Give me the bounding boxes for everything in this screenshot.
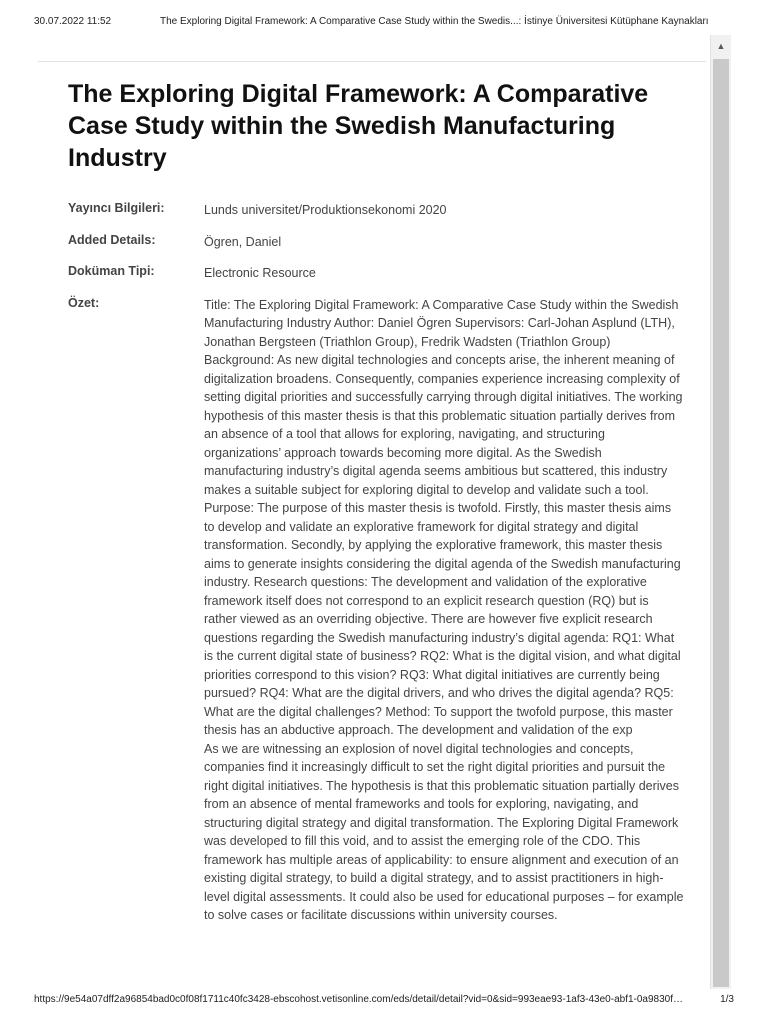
- abstract-paragraph: Title: The Exploring Digital Framework: A Comparative Case Study within the Swedish Manufacturing Industry Author: Daniel Ögren Supervisors: Carl-Johan Asplund (LTH), Jonathan Bergsteen (Triathlon Group), Fredrik Wadsten (Triathlon Group) Background: As new digital technologies and concepts arise, the inherent meaning of digitalization broadens. Consequently, companies experience increasing complexity of setting digital priorities and successfully carrying through digital initiatives. The working hypothesis of this master thesis is that this problematic situation partially derives from an absence of a tool that allows for exploring, navigating, and structuring organizations’ approach towards becoming more digital. As the Swedish manufacturing industry’s digital agenda seems ambitious but scattered, this industry makes a suitable subject for exploring digital to develop and validate such a tool. Purpose: The purpose of this master thesis is twofold. Firstly, this master thesis aims to develop and validate an explorative framework for digital strategy and digital transformation. Secondly, by applying the explorative framework, this master thesis aims to generate insights considering the digital agenda of the Swedish manufacturing industry. Research questions: The development and validation of the explorative framework itself does not correspond to an explicit research question (RQ) but is rather viewed as an overriding objective. There are however five explicit research questions regarding the Swedish manufacturing industry’s digital agenda: RQ1: What is the current digital state of business? RQ2: What is the digital vision, and what digital priorities correspond to this vision? RQ3: What digital initiatives are currently being pursued? RQ4: What are the digital drivers, and who drives the digital agenda? RQ5: What are the digital challenges? Method: To support the twofold purpose, this master thesis has an abductive approach. The development and validation of the exp: [204, 297, 683, 737]
- field-label-publisher: Yayıncı Bilgileri:: [68, 201, 165, 215]
- field-value-publisher: Lunds universitet/Produktionsekonomi 2020: [204, 203, 447, 217]
- field-value-document-type: Electronic Resource: [204, 266, 316, 280]
- field-label-abstract: Özet:: [68, 295, 100, 310]
- print-page-title: The Exploring Digital Framework: A Comparative Case Study within the Swedis...: İstinye Üniversitesi Kütüphane Kaynakları: [160, 16, 709, 27]
- field-abstract: [68, 296, 698, 925]
- print-datetime: 30.07.2022 11:52: [34, 16, 112, 27]
- field-label-document-type: Doküman Tipi:: [68, 264, 155, 278]
- field-publisher: [68, 201, 698, 220]
- field-value-added-details: Ögren, Daniel: [204, 234, 282, 249]
- triangle-up-icon: ▲: [716, 41, 726, 51]
- vertical-scrollbar[interactable]: [710, 35, 731, 989]
- scroll-up-button[interactable]: [711, 35, 731, 57]
- print-url: https://9e54a07dff2a96854bad0c0f08f1711c40fc3428-ebscohost.vetisonline.com/eds/detail/detail?vid=0&sid=993eae93-1af3-43e0-abf1-0a9830f…: [34, 994, 684, 1005]
- content-top-divider: [38, 61, 706, 62]
- field-label-added-details: Added Details:: [68, 232, 156, 247]
- print-page-number: 1/3: [720, 994, 734, 1005]
- record-title: The Exploring Digital Framework: A Comparative Case Study within the Swedish Manufacturing Industry: [68, 80, 649, 172]
- abstract-paragraph: As we are witnessing an explosion of novel digital technologies and concepts, companies find it increasingly difficult to set the right digital priorities and pursuit the right digital initiatives. The hypothesis is that this problematic situation partially derives from an absence of mental frameworks and tools for exploring, navigating, and structuring digital strategy and digital transformation. The Exploring Digital Framework was developed to fill this void, and to assist the emerging role of the CDO. This framework has multiple areas of applicability: to ensure alignment and execution of an existing digital strategy, to build a digital strategy, and to assist practitioners in high-level digital assessments. It could also be used for educational purposes – for example to solve cases or facilitate discussions within university courses.: [204, 741, 684, 922]
- field-added-details: [68, 233, 698, 252]
- field-value-abstract: [204, 296, 684, 925]
- scrollbar-thumb[interactable]: [713, 59, 729, 987]
- field-document-type: [68, 264, 698, 283]
- record-detail: [68, 78, 698, 925]
